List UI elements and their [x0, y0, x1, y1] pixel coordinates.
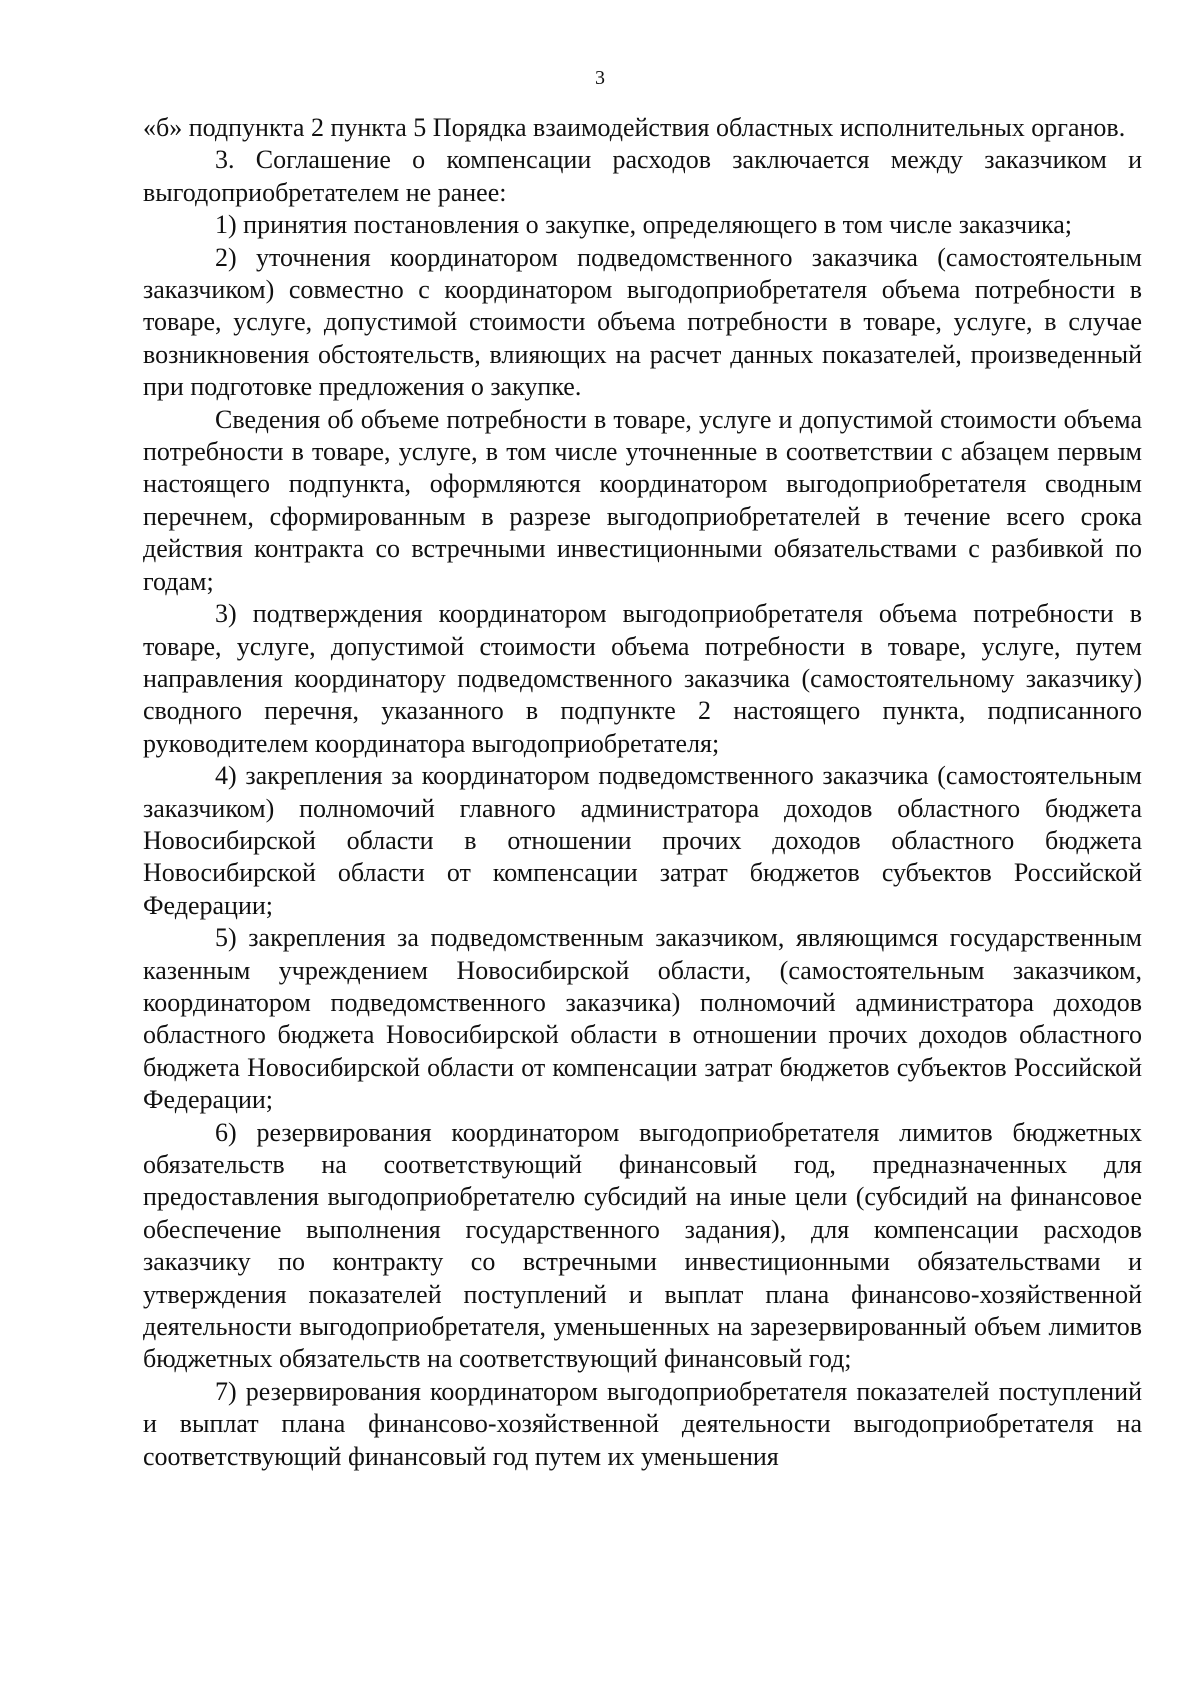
document-body — [143, 112, 1142, 1473]
paragraph: 4) закрепления за координатором подведомственного заказчика (самостоятельным заказчиком) полномочий главного администратора доходов областного бюджета Новосибирской области в отношении прочих доходов областного бюджета Новосибирской области от компенсации затрат бюджетов субъектов Российской Федерации; — [143, 761, 1142, 920]
paragraph: 6) резервирования координатором выгодоприобретателя лимитов бюджетных обязательств на соответствующий финансовый год, предназначенных для предоставления выгодоприобретателю субсидий на иные цели (субсидий на финансовое обеспечение выполнения государственного задания), для компенсации расходов заказчику по контракту со встречными инвестиционными обязательствами и утверждения показателей поступлений и выплат плана финансово-хозяйственной деятельности выгодоприобретателя, уменьшенных на зарезервированный объем лимитов бюджетных обязательств на соответствующий финансовый год; — [143, 1117, 1142, 1374]
paragraph: 1) принятия постановления о закупке, определяющего в том числе заказчика; — [215, 210, 1073, 240]
page-number: 3 — [595, 67, 605, 89]
paragraph: 7) резервирования координатором выгодоприобретателя показателей поступлений и выплат плана финансово-хозяйственной деятельности выгодоприобретателя на соответствующий финансовый год путем их уменьшения — [143, 1376, 1142, 1471]
paragraph: 3. Соглашение о компенсации расходов заключается между заказчиком и выгодоприобретателем не ранее: — [143, 145, 1142, 207]
paragraph: 2) уточнения координатором подведомственного заказчика (самостоятельным заказчиком) совместно с координатором выгодоприобретателя объема потребности в товаре, услуге, допустимой стоимости объема потребности в товаре, услуге, в случае возникновения обстоятельств, влияющих на расчет данных показателей, произведенный при подготовке предложения о закупке. — [143, 242, 1142, 402]
paragraph: 5) закрепления за подведомственным заказчиком, являющимся государственным казенным учреждением Новосибирской области, (самостоятельным заказчиком, координатором подведомственного заказчика) полномочий администратора доходов областного бюджета Новосибирской области в отношении прочих доходов областного бюджета Новосибирской области от компенсации затрат бюджетов субъектов Российской Федерации; — [143, 923, 1142, 1115]
paragraph: «б» подпункта 2 пункта 5 Порядка взаимодействия областных исполнительных органов. — [143, 113, 1126, 142]
paragraph: 3) подтверждения координатором выгодоприобретателя объема потребности в товаре, услуге, допустимой стоимости объема потребности в товаре, услуге, путем направления координатору подведомственного заказчика (самостоятельному заказчику) сводного перечня, указанного в подпункте 2 настоящего пункта, подписанного руководителем координатора выгодоприобретателя; — [143, 599, 1142, 758]
paragraph: Сведения об объеме потребности в товаре, услуге и допустимой стоимости объема потребности в товаре, услуге, в том числе уточненные в соответствии с абзацем первым настоящего подпункта, оформляются координатором выгодоприобретателя сводным перечнем, сформированным в разрезе выгодоприобретателей в течение всего срока действия контракта со встречными инвестиционными обязательствами с разбивкой по годам; — [143, 404, 1142, 596]
